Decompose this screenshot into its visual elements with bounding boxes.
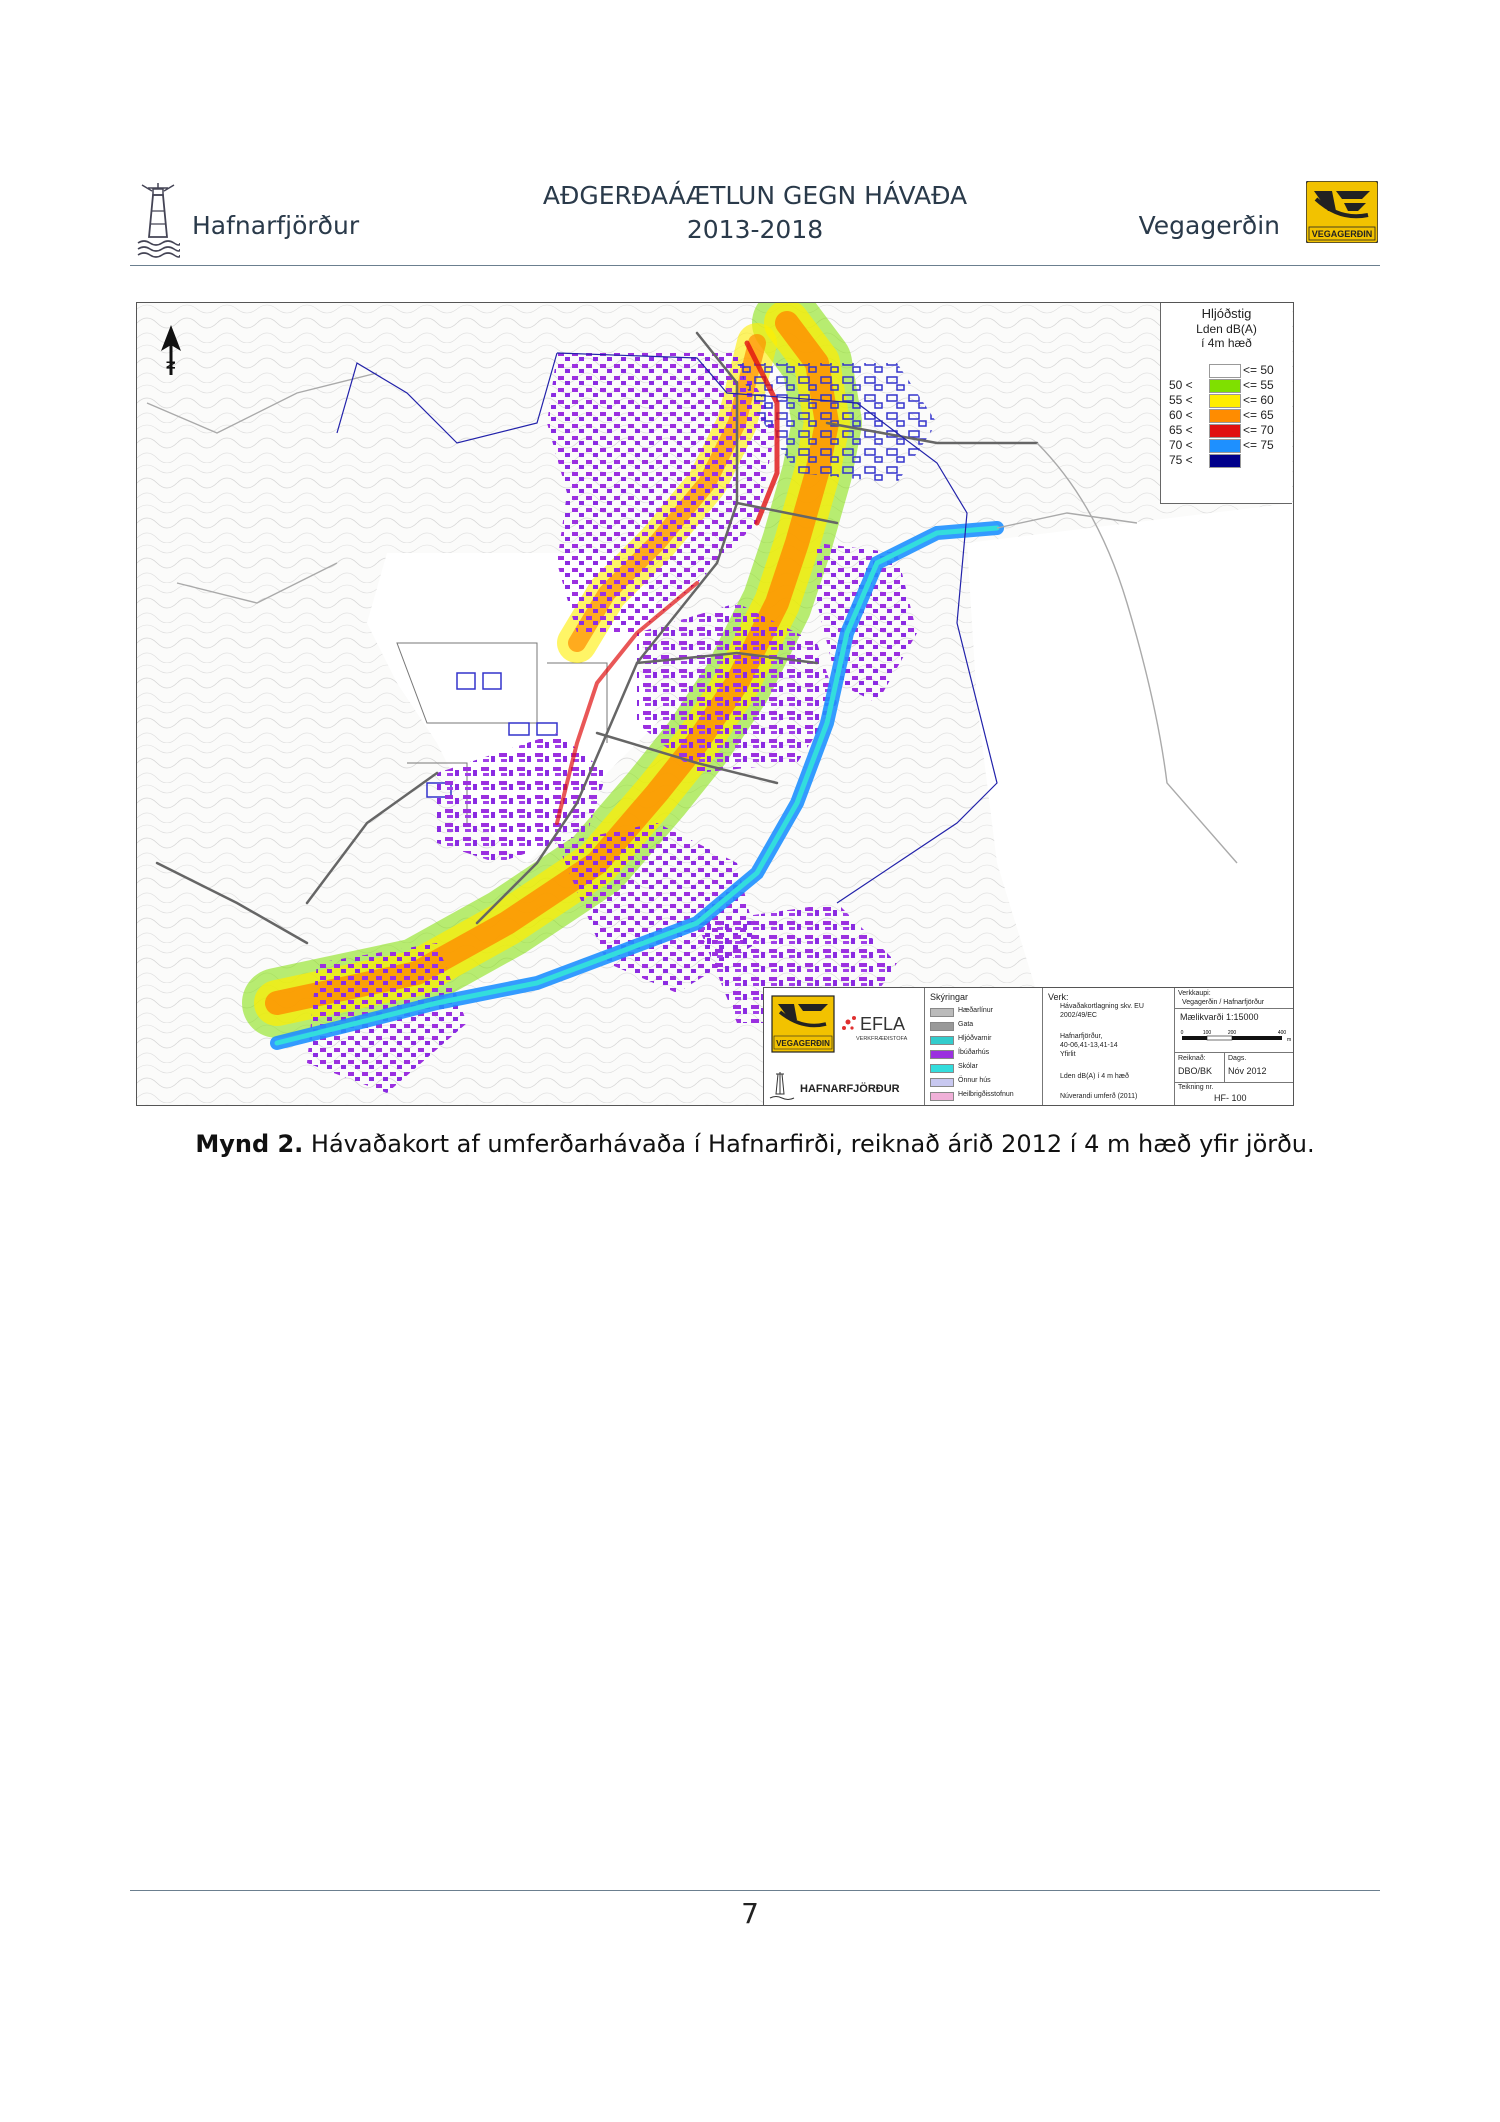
traffic-line: Núverandi umferð (2011) [1060, 1093, 1138, 1100]
verkkaupi-label: Verkkaupi: [1178, 990, 1211, 997]
legend-title-1: Hljóðstig [1201, 306, 1252, 321]
efla-logo-icon [842, 1014, 908, 1042]
vegagerdin-logo-icon [1306, 181, 1378, 243]
hafnarfjordur-small-logo-icon [770, 1072, 900, 1100]
legend-row-low: 60 < [1169, 408, 1193, 422]
skyringar-cell [924, 988, 1043, 1106]
skyringar-swatch [930, 1008, 954, 1017]
efla-logo-sub: VERKFRÆÐISTOFA [856, 1036, 908, 1042]
legend-swatch [1209, 364, 1241, 378]
scale-tick-3: 400 [1277, 1030, 1287, 1036]
skyringar-swatch [930, 1092, 954, 1101]
skyringar-swatch [930, 1064, 954, 1073]
teikning-value: HF- 100 [1214, 1093, 1247, 1103]
verkkaupi-box [1174, 988, 1294, 1009]
legend-row-high: <= 70 [1243, 423, 1274, 437]
scale-tick-1: 100 [1202, 1030, 1212, 1036]
logos-cell [764, 988, 925, 1106]
lighthouse-icon [136, 179, 180, 259]
scale-unit: m [1287, 1037, 1292, 1043]
legend-row-low: 70 < [1169, 438, 1193, 452]
legend-swatch [1209, 409, 1241, 423]
dags-label: Dags. [1228, 1055, 1247, 1062]
legend-row-high: <= 65 [1243, 408, 1274, 422]
legend-row [1169, 408, 1287, 422]
skyringar-title: Skýringar [930, 992, 969, 1002]
legend-row [1169, 393, 1287, 407]
legend-row [1169, 453, 1287, 467]
legend-row [1169, 363, 1287, 377]
skyringar-swatch [930, 1036, 954, 1045]
legend-row-high: <= 60 [1243, 393, 1274, 407]
teikning-label: Teikning nr. [1178, 1084, 1214, 1091]
vegagerdin-small-logo-text: VEGAGERÐIN [776, 1039, 830, 1048]
verk-cell [1042, 988, 1175, 1106]
legend-row-low: 65 < [1169, 423, 1193, 437]
legend-row [1169, 423, 1287, 437]
place-line-3: Yfirlit [1060, 1051, 1076, 1058]
skyringar-label: Skólar [958, 1063, 978, 1070]
legend-title-2: Lden dB(A) [1196, 322, 1257, 336]
legend-row-high: <= 50 [1243, 363, 1274, 377]
info-cell [1174, 988, 1294, 1106]
legend-row-high: <= 55 [1243, 378, 1274, 392]
legend-swatch [1209, 424, 1241, 438]
reiknad-label: Reiknað: [1178, 1055, 1206, 1062]
efla-logo-text: EFLA [860, 1014, 906, 1034]
scale-tick-2: 200 [1227, 1030, 1237, 1036]
scale-label: Mælikvarði 1:15000 [1180, 1012, 1259, 1022]
legend-row [1169, 378, 1287, 392]
skyringar-label: Hæðarlínur [958, 1007, 994, 1014]
legend-row-low: 50 < [1169, 378, 1193, 392]
skyringar-label: Íbúðarhús [958, 1049, 990, 1056]
header-title-line2: 2013-2018 [686, 215, 824, 244]
legend-swatch [1209, 439, 1241, 453]
map-title-block [763, 987, 1294, 1106]
title-block-logos [764, 988, 924, 1106]
skyringar-label: Heilbrigðisstofnun [958, 1091, 1014, 1098]
skyringar-label: Önnur hús [958, 1077, 991, 1084]
header-right-text: Vegagerðin [1138, 211, 1280, 240]
footer-rule [130, 1890, 1380, 1891]
noise-map [137, 303, 1293, 1105]
legend-row-low: 55 < [1169, 393, 1193, 407]
verk-label: Verk: [1048, 992, 1069, 1002]
skyringar-swatch [930, 1022, 954, 1031]
verk-line-1: Hávaðakortlagning skv. EU [1060, 1003, 1144, 1010]
reiknad-value: DBO/BK [1178, 1066, 1213, 1076]
legend-swatch [1209, 454, 1241, 468]
legend-swatch [1209, 379, 1241, 393]
vegagerdin-small-logo-icon [772, 996, 834, 1052]
hafnarfjordur-logo-text: HAFNARFJÖRÐUR [800, 1083, 900, 1095]
place-line-1: Hafnarfjörður, [1060, 1033, 1103, 1040]
caption-label: Mynd 2. [195, 1130, 304, 1158]
page-header [130, 175, 1380, 266]
legend-swatch [1209, 394, 1241, 408]
verkkaupi-value: Vegagerðin / Hafnarfjörður [1182, 999, 1265, 1006]
legend-row [1169, 438, 1287, 452]
skyringar-swatch [930, 1078, 954, 1087]
vegagerdin-logo-text: VEGAGERÐIN [1311, 229, 1373, 239]
page-number: 7 [741, 1897, 759, 1930]
verk-line-2: 2002/49/EC [1060, 1012, 1097, 1019]
north-label: N [164, 360, 178, 370]
lden-line: Lden dB(A) í 4 m hæð [1060, 1073, 1129, 1080]
header-left-text: Hafnarfjörður [192, 211, 360, 240]
dags-value: Nóv 2012 [1228, 1066, 1267, 1076]
teikning-box [1174, 1082, 1294, 1106]
noise-legend [1160, 303, 1292, 504]
scale-bar [1174, 1026, 1294, 1050]
noise-map-figure [136, 302, 1294, 1106]
caption-text: Hávaðakort af umferðarhávaða í Hafnarfirði, reiknað árið 2012 í 4 m hæð yfir jörðu. [303, 1130, 1315, 1158]
header-title [455, 179, 1055, 247]
scale-box [1174, 1008, 1294, 1053]
scale-tick-0: 0 [1180, 1030, 1184, 1036]
dags-box [1224, 1052, 1294, 1083]
reiknad-box [1174, 1052, 1225, 1083]
skyringar-label: Gata [958, 1021, 974, 1028]
place-line-2: 40-06,41-13,41-14 [1060, 1042, 1118, 1049]
skyringar-swatch [930, 1050, 954, 1059]
header-title-line1: AÐGERÐAÁÆTLUN GEGN HÁVAÐA [542, 181, 968, 210]
figure-caption [130, 1130, 1380, 1158]
legend-row-low: 75 < [1169, 453, 1193, 467]
skyringar-label: Hljóðvarnir [958, 1035, 992, 1042]
legend-row-high: <= 75 [1243, 438, 1274, 452]
legend-title-3: í 4m hæð [1201, 336, 1252, 350]
